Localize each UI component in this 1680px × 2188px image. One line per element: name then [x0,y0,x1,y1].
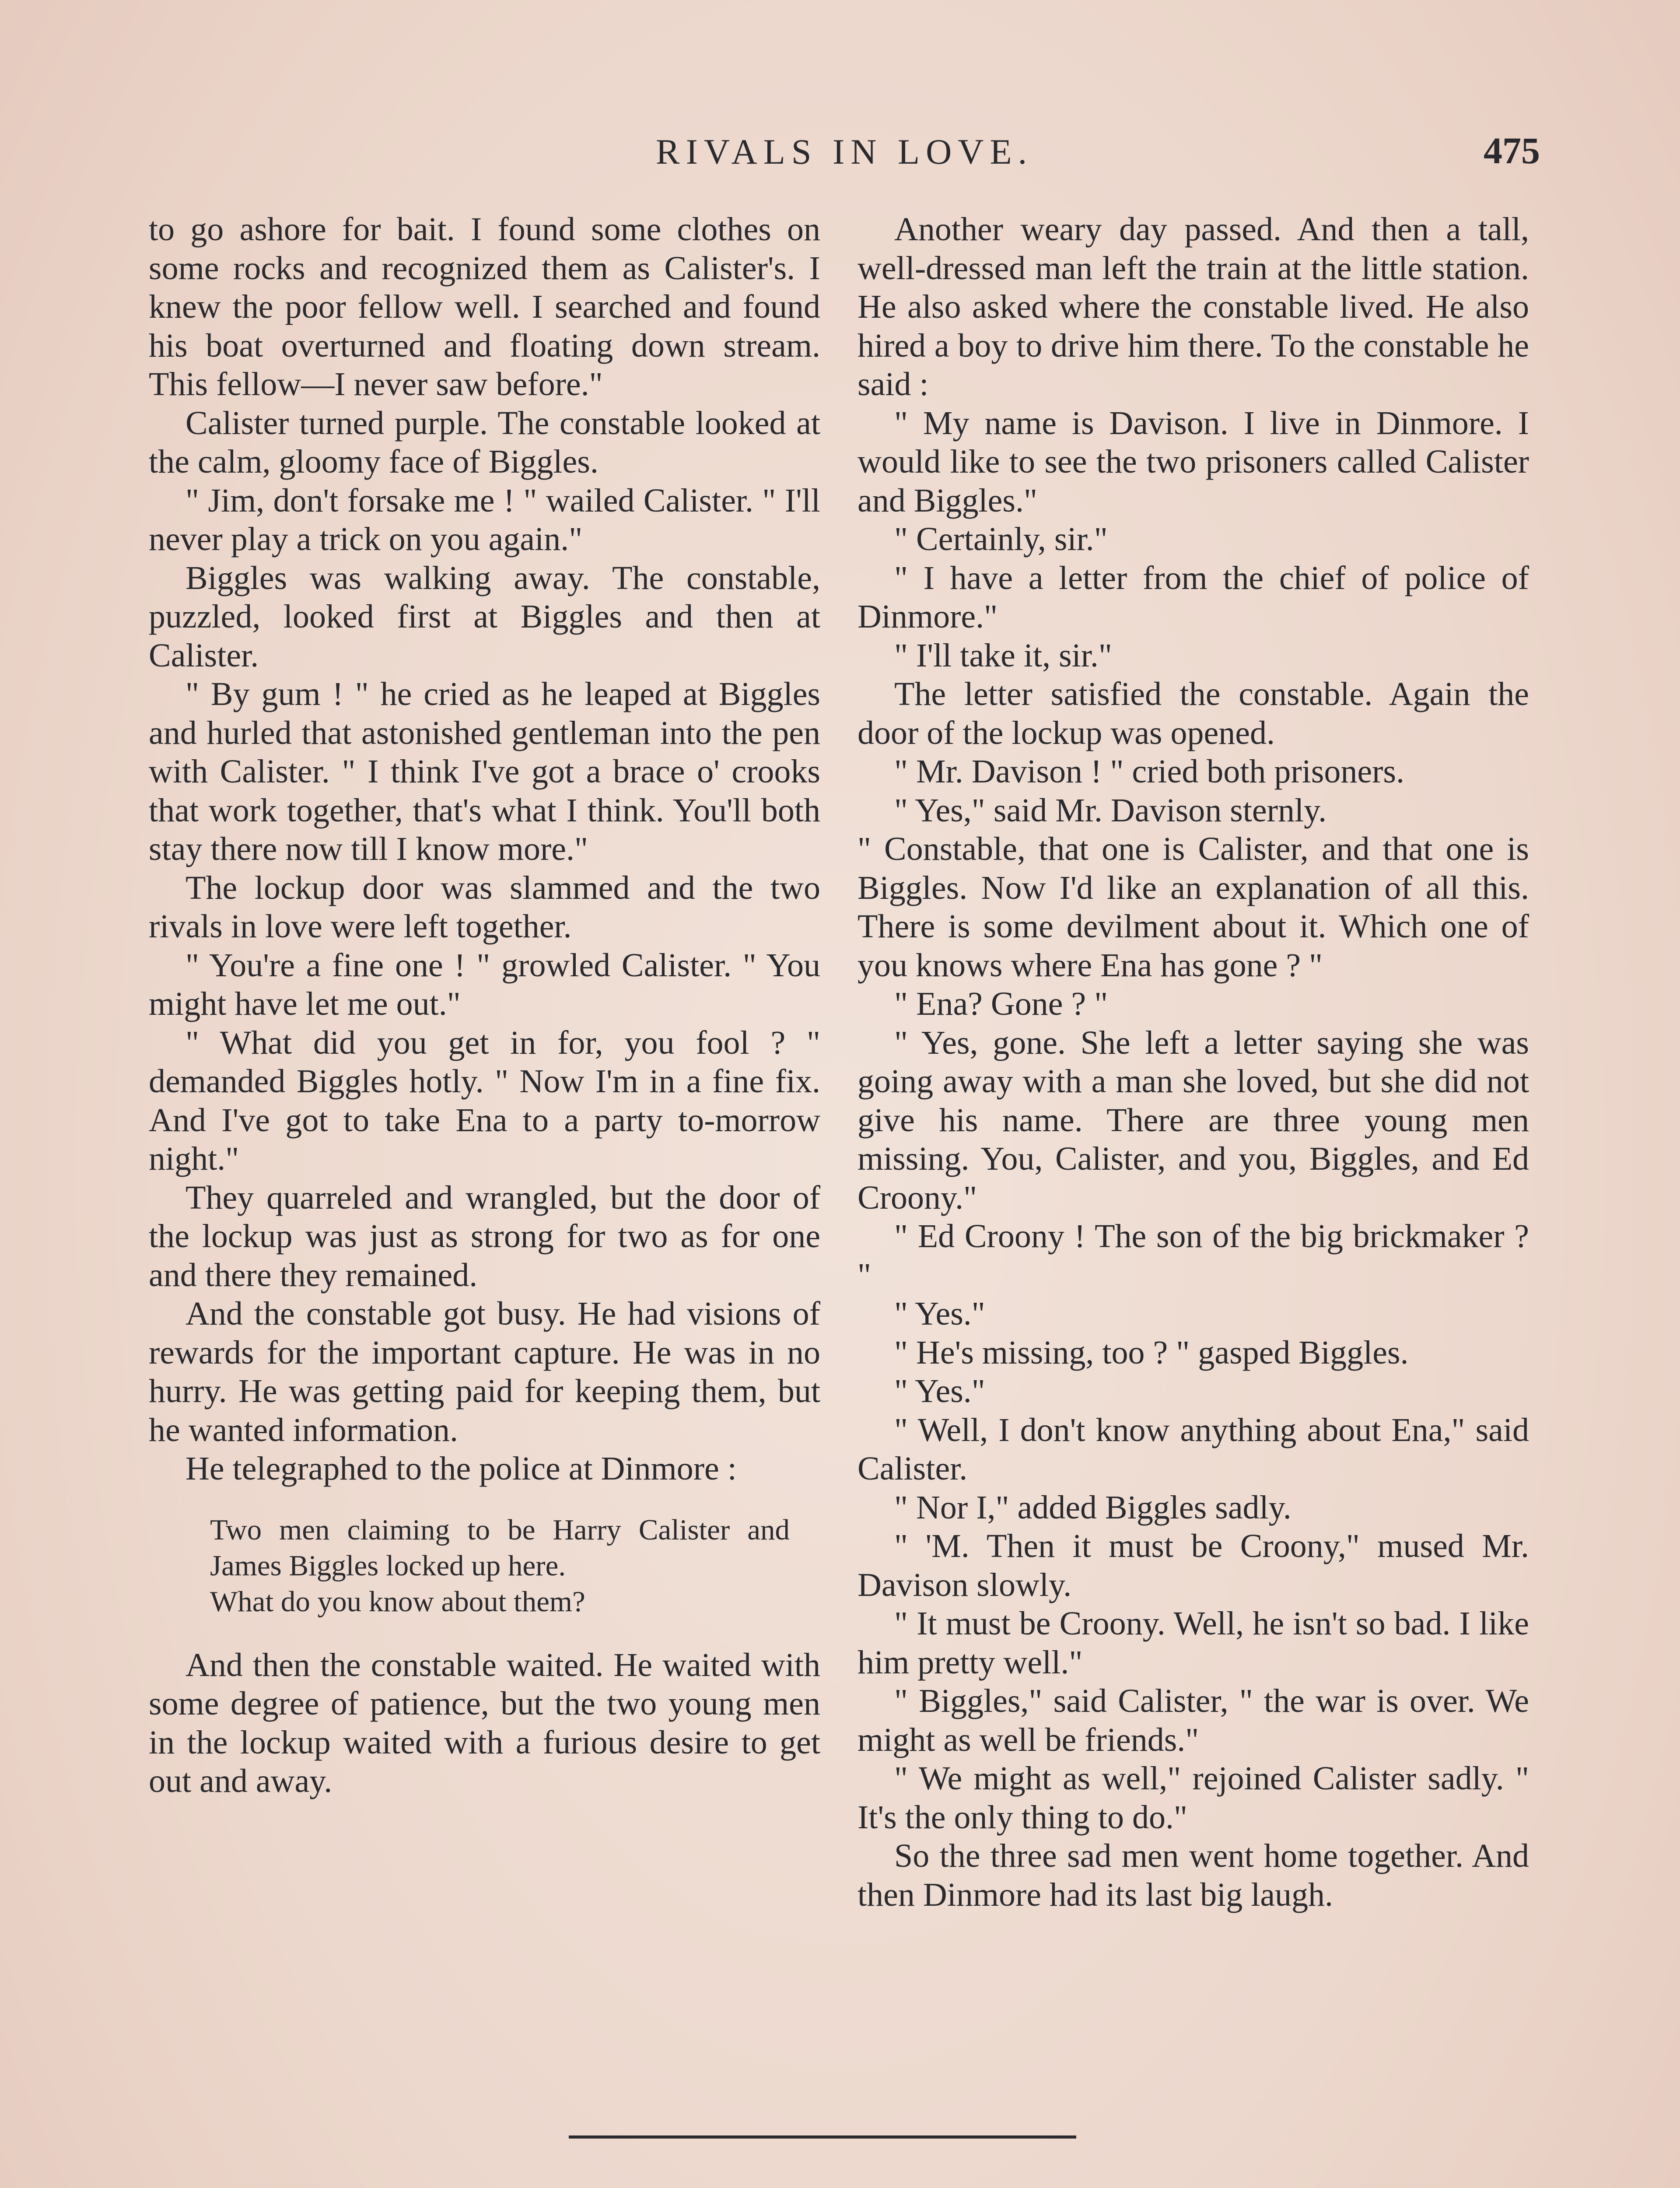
paragraph: " Jim, don't forsake me ! " wailed Calister. " I'll never play a trick on you again." [149,482,820,558]
paragraph: to go ashore for bait. I found some clothes on some rocks and recognized them as Calister's. I knew the poor fellow well. I searched and found his boat overturned and floating down stream. This fellow—I never saw before." [149,211,820,403]
paragraph: " I'll take it, sir." [894,637,1112,674]
paragraph: " Nor I," added Biggles sadly. [894,1489,1292,1526]
paragraph: Biggles was walking away. The constable, puzzled, looked first at Biggles and then at Calister. [149,559,820,674]
paragraph: Calister turned purple. The constable looked at the calm, gloomy face of Biggles. [149,404,820,480]
paragraph: " He's missing, too ? " gasped Biggles. [894,1334,1409,1371]
paragraph: He telegraphed to the police at Dinmore : [186,1450,737,1487]
paragraph: " Yes." [894,1373,985,1410]
paragraph: " You're a fine one ! " growled Calister. " You might have let me out." [149,947,820,1022]
paragraph: " Yes," said Mr. Davison sternly. [894,792,1327,829]
paragraph: " Well, I don't know anything about Ena," said Calister. [858,1411,1529,1487]
paragraph: " Constable, that one is Calister, and that one is Biggles. Now I'd like an explanation of all this. There is some devilment about it. Which one of you knows where Ena has gone ? " [858,831,1529,984]
paragraph: " We might as well," rejoined Calister sadly. " It's the only thing to do." [858,1760,1529,1836]
paragraph: The letter satisfied the constable. Again the door of the lockup was opened. [858,676,1529,751]
paragraph: " Ena? Gone ? " [894,985,1108,1022]
paragraph: " Certainly, sir." [894,521,1108,558]
paragraph: And the constable got busy. He had visions of rewards for the important capture. He was in no hurry. He was getting paid for keeping them, but he wanted information. [149,1295,820,1448]
paragraph: " My name is Davison. I live in Dinmore. I would like to see the two prisoners called Calister and Biggles." [858,404,1529,519]
telegram-quote [149,1512,820,1620]
paragraph: " 'M. Then it must be Croony," mused Mr. Davison slowly. [858,1528,1529,1603]
paragraph: " Biggles," said Calister, " the war is over. We might as well be friends." [858,1683,1529,1758]
paragraph: " Yes." [894,1295,985,1332]
page-number: 475 [1484,130,1540,172]
paragraph: " By gum ! " he cried as he leaped at Biggles and hurled that astonished gentleman into the pen with Calister. " I think I've got a brace o' crooks that work together, that's what I think. You'll both stay there now till I know more." [149,676,820,867]
paragraph: They quarreled and wrangled, but the door of the lockup was just as strong for two as for one and there they remained. [149,1179,820,1294]
running-title: RIVALS IN LOVE. [655,132,1033,172]
paragraph: " Yes, gone. She left a letter saying she was going away with a man she loved, but she did not give his name. There are three young men missing. You, Calister, and you, Biggles, and Ed Croony." [858,1024,1529,1216]
story-columns [149,210,1540,2092]
page-header [149,131,1540,184]
paragraph: " Mr. Davison ! " cried both prisoners. [894,753,1404,790]
paragraph: " I have a letter from the chief of police of Dinmore." [858,559,1529,635]
paragraph: Another weary day passed. And then a tall, well-dressed man left the train at the little station. He also asked where the constable lived. He also hired a boy to drive him there. To the constable he said : [858,211,1529,403]
right-column [858,210,1529,1914]
telegram-line: What do you know about them? [210,1585,585,1618]
paragraph: The lockup door was slammed and the two rivals in love were left together. [149,869,820,945]
section-divider [569,2135,1076,2139]
left-column [149,210,820,1801]
paragraph: " What did you get in for, you fool ? " demanded Biggles hotly. " Now I'm in a fine fix. And I've got to take Ena to a party to-morrow night." [149,1024,820,1177]
paragraph: " It must be Croony. Well, he isn't so bad. I like him pretty well." [858,1605,1529,1681]
paragraph: And then the constable waited. He waited with some degree of patience, but the two young men in the lockup waited with a furious desire to get out and away. [149,1646,820,1799]
paragraph: " Ed Croony ! The son of the big brickmaker ? " [858,1218,1529,1294]
telegram-line: Two men claiming to be Harry Calister and James Biggles locked up here. [210,1513,790,1582]
paragraph: So the three sad men went home together. And then Dinmore had its last big laugh. [858,1837,1529,1913]
